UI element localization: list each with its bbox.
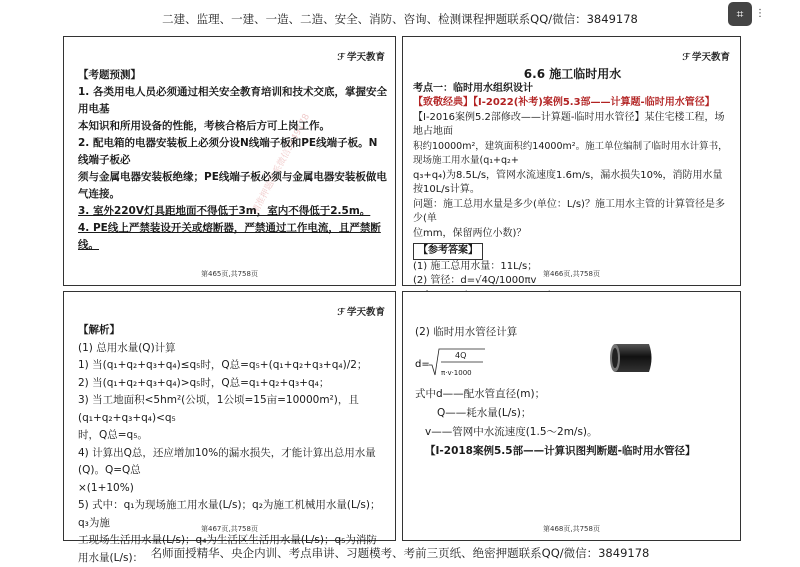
logo: [337, 304, 385, 318]
logo: [682, 49, 730, 63]
pipe-illustration: [609, 340, 655, 376]
answer-line: (2) 管径：d=√4Q/1000πv: [413, 274, 732, 289]
text-line: ×(1+10%): [78, 480, 387, 498]
case-line: q₃+q₄)为8.5L/s，管网水流速度1.6m/s，漏水损失10%，消防用水量按10L/s计算。: [413, 169, 732, 198]
case-line: 【Ⅰ-2016案例5.2部修改——计算题-临时用水管径】某住宅楼工程，场地占地面: [413, 111, 732, 140]
text-line: 工现场生活用水量(L/s)；q₄为生活区生活用水量(L/s)；q₅为消防: [78, 532, 387, 550]
logo-mark-icon: ℱ: [682, 52, 690, 63]
text-line: 用水量(L/s)：: [78, 550, 387, 567]
section-heading: 【考题预测】: [78, 67, 387, 84]
page-panel-468: [402, 291, 741, 541]
formula-numerator: 4Q: [455, 347, 466, 364]
logo-text: 学天教育: [347, 52, 385, 63]
case-ref: 【Ⅰ-2018案例5.5部——计算识图判断题-临时用水管径】: [415, 442, 732, 461]
diameter-formula: [415, 341, 732, 385]
text-line: 1. 各类用电人员必须通过相关安全教育培训和技术交底，掌握安全用电基: [78, 84, 387, 118]
section-title: 6.6 施工临时用水: [413, 67, 732, 82]
text-line: 式中d——配水管直径(m)；: [415, 385, 732, 404]
watermark: 精准押题联系微信3849178: [248, 111, 312, 216]
page-panel-465: [63, 36, 396, 286]
page-footer: 第465页,共758页: [64, 269, 395, 279]
page-panel-466: [402, 36, 741, 286]
logo: [337, 49, 385, 63]
page-footer: 第468页,共758页: [403, 524, 740, 534]
top-banner: 二建、监理、一建、一造、二造、安全、消防、咨询、检测课程押题联系QQ/微信：3849178: [0, 11, 800, 27]
logo-text: 学天教育: [692, 52, 730, 63]
page-footer: 第466页,共758页: [403, 269, 740, 279]
text-line: 3) 当工地面积<5hm²(公顷，1公顷=15亩=10000m²)，且(q₁+q₂+q₃+q₄)<q₅: [78, 392, 387, 427]
chevron-icon[interactable]: ⋮: [755, 8, 765, 19]
logo-mark-icon: ℱ: [337, 307, 345, 318]
logo-mark-icon: ℱ: [337, 52, 345, 63]
classic-ref: 【致敬经典】【Ⅰ-2022(补考)案例5.3部——计算题-临时用水管径】: [413, 96, 732, 111]
formula-denominator: π·v·1000: [441, 365, 472, 382]
text-line: Q——耗水量(L/s)；: [415, 404, 732, 423]
text-line: 2. 配电箱的电器安装板上必须分设N线端子板和PE线端子板。N线端子板必: [78, 135, 387, 169]
text-line: 2) 当(q₁+q₂+q₃+q₄)>q₅时，Q总=q₁+q₂+q₃+q₄；: [78, 375, 387, 393]
section-heading: (2) 临时用水管径计算: [415, 324, 732, 341]
logo-text: 学天教育: [347, 307, 385, 318]
page-footer: 第467页,共758页: [64, 524, 395, 534]
text-line: 本知识和所用设备的性能，考核合格后方可上岗工作。: [78, 118, 387, 135]
scan-icon[interactable]: ⌗: [728, 2, 752, 26]
text-line: 时，Q总=q₅。: [78, 427, 387, 445]
case-line: 积约10000m²，建筑面积约14000m²。施工单位编制了临时用水计算书，现场施工用水量(q₁+q₂+: [413, 140, 732, 169]
answer-heading: 【参考答案】: [413, 243, 483, 260]
point-heading: 考点一：临时用水组织设计: [413, 82, 732, 97]
text-line: 4. PE线上严禁装设开关或熔断器，严禁通过工作电流，且严禁断线。: [78, 220, 387, 254]
text-line: v——管网中水流速度(1.5～2m/s)。: [415, 423, 732, 442]
page-panel-467: [63, 291, 396, 541]
text-line: 1) 当(q₁+q₂+q₃+q₄)≤q₅时，Q总=q₅+(q₁+q₂+q₃+q₄)/2；: [78, 357, 387, 375]
bottom-banner: 名师面授精华、央企内训、考点串讲、习题模考、考前三页纸、绝密押题联系QQ/微信：3849178: [0, 545, 800, 561]
text-line: 3. 室外220V灯具距地面不得低于3m，室内不得低于2.5m。: [78, 203, 387, 220]
text-line: 4) 计算出Q总，还应增加10%的漏水损失，才能计算出总用水量(Q)。Q=Q总: [78, 445, 387, 480]
case-line: 问题：施工总用水量是多少(单位：L/s)？施工用水主管的计算管径是多少(单: [413, 198, 732, 227]
text-line: 须与金属电器安装板绝缘；PE线端子板必须与金属电器安装板做电气连接。: [78, 169, 387, 203]
svg-text:d=: d=: [415, 359, 430, 370]
section-heading: 【解析】: [78, 322, 387, 340]
text-line: (1) 总用水量(Q)计算: [78, 340, 387, 358]
case-line: 位mm，保留两位小数)？: [413, 227, 732, 242]
answer-line: (1) 施工总用水量：11L/s；: [413, 260, 732, 275]
text-line: 5) 式中：q₁为现场施工用水量(L/s)；q₂为施工机械用水量(L/s)；q₃为施: [78, 497, 387, 532]
